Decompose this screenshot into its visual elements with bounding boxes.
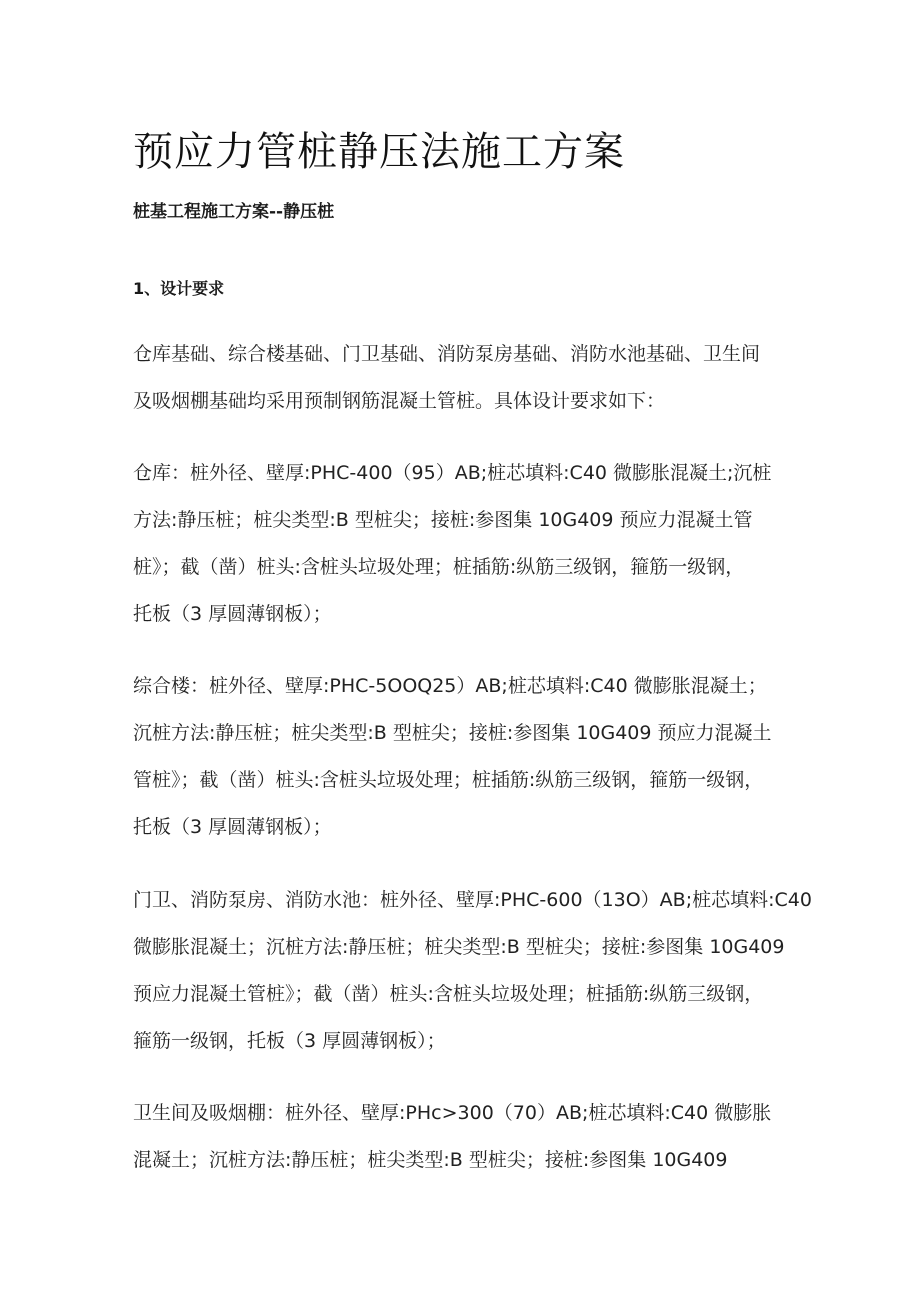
paragraph-line: 仓库基础、综合楼基础、门卫基础、消防泵房基础、消防水池基础、卫生间 bbox=[133, 343, 761, 365]
paragraph-line: 及吸烟棚基础均采用预制钢筋混凝土管桩。具体设计要求如下： bbox=[133, 390, 666, 412]
paragraph-line: 综合楼：桩外径、壁厚:PHC-5OOQ25）AB;桩芯填料:C40 微膨胀混凝土； bbox=[133, 675, 767, 697]
paragraph-guardhouse-pump-pool bbox=[133, 877, 812, 1065]
paragraph-line: 门卫、消防泵房、消防水池：桩外径、壁厚:PHC-600（13O）AB;桩芯填料:C40 bbox=[133, 889, 812, 911]
paragraph-line: 桩》；截（凿）桩头:含桩头垃圾处理；桩插筋:纵筋三级钢，箍筋一级钢， bbox=[133, 556, 745, 578]
paragraph-restroom-smoking-shed bbox=[133, 1090, 771, 1184]
paragraph-line: 微膨胀混凝土；沉桩方法:静压桩；桩尖类型:B 型桩尖；接桩:参图集 10G409 bbox=[133, 936, 785, 958]
paragraph-intro bbox=[133, 331, 760, 425]
paragraph-line: 预应力混凝土管桩》；截（凿）桩头:含桩头垃圾处理；桩插筋:纵筋三级钢， bbox=[133, 983, 764, 1005]
section-heading-design-requirements: 1、设计要求 bbox=[133, 279, 225, 298]
paragraph-line: 方法:静压桩；桩尖类型:B 型桩尖；接桩:参图集 10G409 预应力混凝土管 bbox=[133, 509, 753, 531]
paragraph-office-building bbox=[133, 663, 772, 851]
document-title: 预应力管桩静压法施工方案 bbox=[133, 129, 625, 175]
paragraph-line: 托板（3 厚圆薄钢板）； bbox=[133, 816, 332, 838]
paragraph-line: 管桩》；截（凿）桩头:含桩头垃圾处理；桩插筋:纵筋三级钢，箍筋一级钢， bbox=[133, 769, 764, 791]
paragraph-line: 仓库：桩外径、壁厚:PHC-400（95）AB;桩芯填料:C40 微膨胀混凝土;沉桩 bbox=[133, 462, 772, 484]
paragraph-line: 沉桩方法:静压桩；桩尖类型:B 型桩尖；接桩:参图集 10G409 预应力混凝土 bbox=[133, 722, 772, 744]
paragraph-line: 卫生间及吸烟棚：桩外径、壁厚:PHc>300（70）AB;桩芯填料:C40 微膨胀 bbox=[133, 1102, 772, 1124]
paragraph-line: 托板（3 厚圆薄钢板）； bbox=[133, 603, 332, 625]
paragraph-warehouse bbox=[133, 450, 771, 638]
paragraph-line: 混凝土；沉桩方法:静压桩；桩尖类型:B 型桩尖；接桩:参图集 10G409 bbox=[133, 1149, 728, 1171]
document-subtitle: 桩基工程施工方案--静压桩 bbox=[133, 202, 335, 222]
paragraph-line: 箍筋一级钢，托板（3 厚圆薄钢板）； bbox=[133, 1030, 446, 1052]
